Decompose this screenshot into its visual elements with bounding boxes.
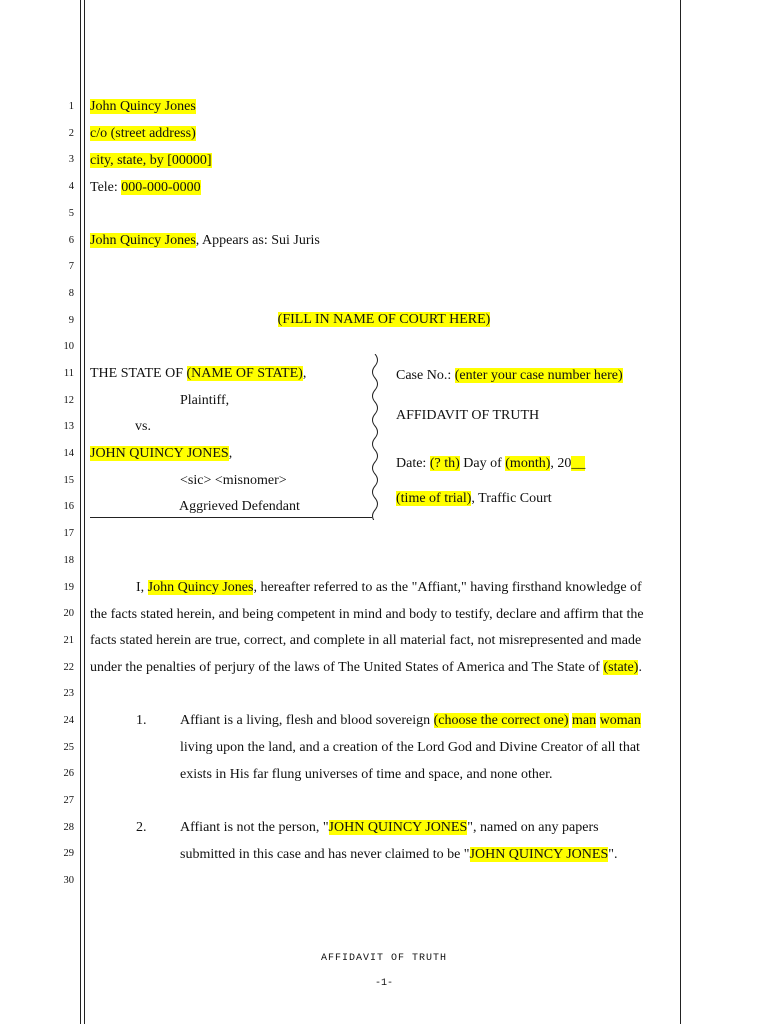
date-dayof: Day of [459,456,506,471]
intro-line-1 [136,579,642,596]
line-number: 6 [68,235,74,246]
line-number: 16 [63,501,74,512]
line-number: 11 [63,368,74,379]
item-1-line-2: living upon the land, and a creation of the Lord God and Divine Creator of all that [180,740,640,755]
choose-correct-one: (choose the correct one) [433,713,569,728]
date-comma: , 20 [550,456,572,471]
line-number: 21 [63,635,74,646]
plaintiff-label: Plaintiff, [180,393,230,408]
line-number: 9 [68,315,74,326]
line-number: 22 [63,662,74,673]
defendant-suffix: , [228,446,233,461]
intro-text: . [638,660,642,675]
line-number: 13 [63,421,74,432]
line-number: 15 [63,475,74,486]
line-number: 25 [63,742,74,753]
item-2-line-1 [180,819,599,836]
document-title: AFFIDAVIT OF TRUTH [396,408,540,423]
tele-label: Tele: [90,180,122,195]
line-number: 26 [63,768,74,779]
intro-text: , hereafter referred to as the "Affiant," having firsthand knowledge of [253,580,642,595]
case-number-label: Case No.: [396,368,455,383]
item-2-line-2 [180,846,617,863]
caption-defendant-line [90,445,232,462]
traffic-court: , Traffic Court [471,491,552,506]
party-city [90,152,212,169]
item-text: Affiant is a living, flesh and blood sovereign [180,713,434,728]
sic-misnomer: <sic> <misnomer> [180,473,287,488]
intro-text: I, [136,580,148,595]
line-number: 7 [68,261,74,272]
line-number: 12 [63,395,74,406]
option-man: man [572,713,597,728]
line-number: 5 [68,208,74,219]
line-number: 17 [63,528,74,539]
line-number: 19 [63,582,74,593]
court-name [0,311,768,328]
right-margin-rule [680,0,681,1024]
appears-text: , Appears as: Sui Juris [195,233,320,248]
item-1-line-3: exists in His far flung universes of time and space, and none other. [180,767,553,782]
party-telephone [90,179,201,196]
item-text: submitted in this case and has never claimed to be " [180,847,470,862]
intro-line-3: facts stated herein are true, correct, and complete in all material fact, not misrepresented and made [90,633,642,648]
name-highlight: JOHN QUINCY JONES [469,847,609,862]
name-highlight: JOHN QUINCY JONES [328,820,468,835]
party-name [90,98,196,115]
party-address [90,125,196,142]
appears-name: John Quincy Jones [90,233,196,248]
line-number: 1 [68,101,74,112]
case-number-value: (enter your case number here) [454,368,623,383]
caption-state-line [90,365,306,382]
date-line [396,455,585,472]
date-year: __ [571,456,586,471]
state-prefix: THE STATE OF [90,366,187,381]
line-number: 14 [63,448,74,459]
intro-text: under the penalties of perjury of the laws of The United States of America and The State of [90,660,604,675]
line-number: 20 [63,608,74,619]
time-of-trial: (time of trial) [396,491,472,506]
line-number: 18 [63,555,74,566]
line-number: 23 [63,688,74,699]
item-text: ". [608,847,618,862]
line-number: 24 [63,715,74,726]
case-number-line [396,367,623,384]
appears-as-line [90,232,320,249]
party-name-highlight: John Quincy Jones [90,99,196,114]
line-number: 10 [63,341,74,352]
item-number: 2. [136,820,147,835]
court-name-highlight: (FILL IN NAME OF COURT HERE) [277,312,491,327]
footer-title: AFFIDAVIT OF TRUTH [320,953,448,964]
left-margin-rule-inner [84,0,85,1024]
tele-value: 000-000-0000 [121,180,201,195]
caption-underline [90,517,372,518]
party-address-highlight: c/o (street address) [90,126,196,141]
vs-label: vs. [135,419,151,434]
caption-wavy-divider [368,354,382,520]
line-number: 4 [68,181,74,192]
date-month: (month) [505,456,551,471]
line-number: 29 [63,848,74,859]
line-number: 2 [68,128,74,139]
intro-line-2: the facts stated herein, and being competent in mind and body to testify, declare and affirm that the [90,607,644,622]
page-number: -1- [374,978,393,989]
item-text: ", named on any papers [467,820,599,835]
option-woman: woman [599,713,641,728]
line-number: 28 [63,822,74,833]
aggrieved-defendant: Aggrieved Defendant [179,499,300,514]
state-name: (NAME OF STATE) [186,366,303,381]
item-number: 1. [136,713,147,728]
party-city-highlight: city, state, by [00000] [90,153,212,168]
item-1-line-1 [180,712,641,729]
defendant-name: JOHN QUINCY JONES [90,446,229,461]
left-margin-rule [80,0,81,1024]
affiant-name: John Quincy Jones [147,580,254,595]
date-label: Date: [396,456,430,471]
state-placeholder: (state) [603,660,639,675]
intro-line-4 [90,659,642,676]
trial-line [396,490,552,507]
line-number: 27 [63,795,74,806]
line-number: 30 [63,875,74,886]
state-suffix: , [302,366,307,381]
line-number: 8 [68,288,74,299]
date-day: (? th) [429,456,460,471]
line-number: 3 [68,154,74,165]
item-text: Affiant is not the person, " [180,820,329,835]
